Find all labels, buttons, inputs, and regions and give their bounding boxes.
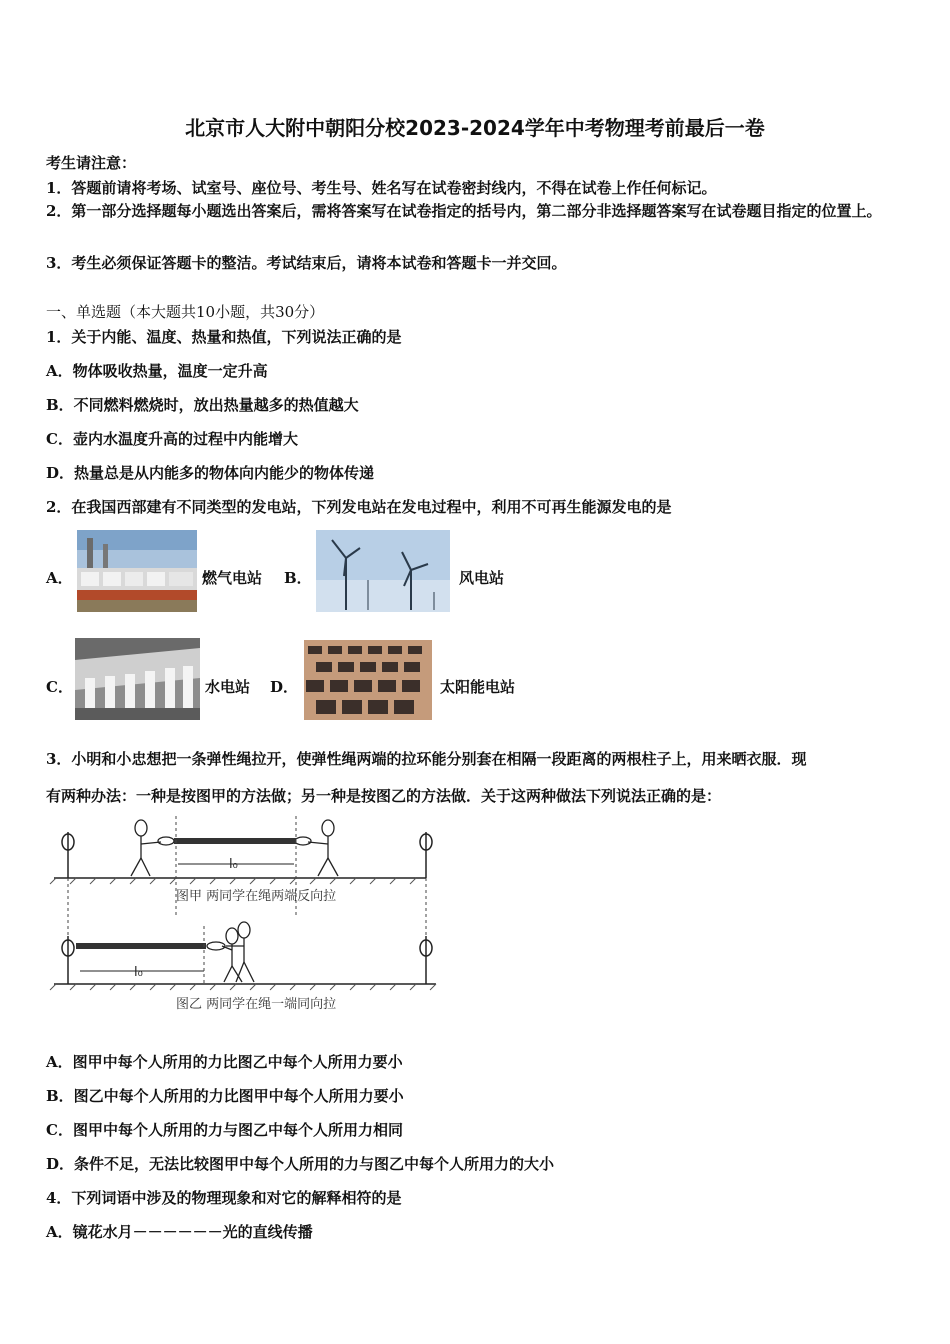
q2-option-d-label: D． bbox=[270, 678, 299, 696]
solar-power-station-image bbox=[304, 640, 432, 720]
q2-option-d-text: 太阳能电站 bbox=[440, 678, 516, 696]
q3-option-d: D．条件不足，无法比较图甲中每个人所用的力与图乙中每个人所用力的大小 bbox=[46, 1155, 555, 1173]
q4-option-a: A．镜花水月－－－－－－光的直线传播 bbox=[46, 1223, 313, 1241]
q1-option-d: D．热量总是从内能多的物体向内能少的物体传递 bbox=[46, 464, 375, 482]
q3-option-b: B．图乙中每个人所用的力比图甲中每个人所用力要小 bbox=[46, 1087, 404, 1105]
notice-item-3: 3．考生必须保证答题卡的整洁。考试结束后，请将本试卷和答题卡一并交回。 bbox=[46, 254, 567, 272]
q3-fig1-caption: 图甲 两同学在绳两端反向拉 bbox=[176, 889, 337, 904]
hydro-power-station-image bbox=[75, 638, 200, 720]
q3-option-c: C．图甲中每个人所用的力与图乙中每个人所用力相同 bbox=[46, 1121, 403, 1139]
notice-item-2: 2．第一部分选择题每小题选出答案后，需将答案写在试卷指定的括号内，第二部分非选择题答案写在试卷题目指定的位置上。 bbox=[46, 202, 882, 220]
q3-rope-figure bbox=[46, 816, 446, 1016]
notice-item-1: 1．答题前请将考场、试室号、座位号、考生号、姓名写在试卷密封线内，不得在试卷上作任何标记。 bbox=[46, 179, 717, 197]
q2-option-c-text: 水电站 bbox=[205, 678, 251, 696]
q2-stem: 2．在我国西部建有不同类型的发电站，下列发电站在发电过程中，利用不可再生能源发电的是 bbox=[46, 498, 672, 516]
q3-fig1-length-label: l₀ bbox=[229, 857, 238, 872]
gas-power-station-image bbox=[77, 530, 197, 612]
q3-fig2-caption: 图乙 两同学在绳一端同向拉 bbox=[176, 997, 337, 1012]
wind-farm-image bbox=[316, 530, 450, 612]
q1-option-a: A．物体吸收热量，温度一定升高 bbox=[46, 362, 268, 380]
q3-stem-line1: 3．小明和小忠想把一条弹性绳拉开，使弹性绳两端的拉环能分别套在相隔一段距离的两根柱子上，用来晒衣服．现 bbox=[46, 750, 807, 768]
q3-option-a: A．图甲中每个人所用的力比图乙中每个人所用力要小 bbox=[46, 1053, 403, 1071]
page-title: 北京市人大附中朝阳分校2023-2024学年中考物理考前最后一卷 bbox=[185, 116, 765, 140]
q3-stem-line2: 有两种办法：一种是按图甲的方法做；另一种是按图乙的方法做．关于这两种做法下列说法正确的是： bbox=[46, 787, 722, 805]
q1-option-c: C．壶内水温度升高的过程中内能增大 bbox=[46, 430, 298, 448]
q2-option-a-text: 燃气电站 bbox=[202, 569, 263, 587]
q2-option-b-text: 风电站 bbox=[459, 569, 505, 587]
q4-stem: 4．下列词语中涉及的物理现象和对它的解释相符的是 bbox=[46, 1189, 402, 1207]
q2-option-a-label: A． bbox=[46, 569, 73, 587]
q2-option-c-label: C． bbox=[46, 678, 73, 696]
q1-stem: 1．关于内能、温度、热量和热值，下列说法正确的是 bbox=[46, 328, 402, 346]
section-heading: 一、单选题（本大题共10小题，共30分） bbox=[46, 303, 325, 321]
q3-fig2-length-label: l₀ bbox=[134, 965, 143, 980]
notice-heading: 考生请注意： bbox=[46, 154, 137, 172]
q1-option-b: B．不同燃料燃烧时，放出热量越多的热值越大 bbox=[46, 396, 359, 414]
q2-option-b-label: B． bbox=[284, 569, 312, 587]
